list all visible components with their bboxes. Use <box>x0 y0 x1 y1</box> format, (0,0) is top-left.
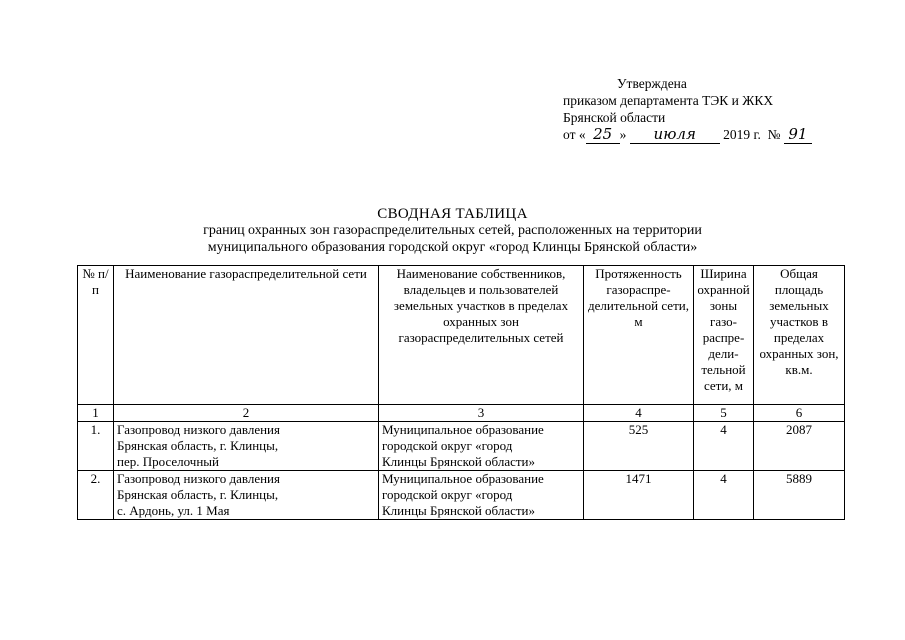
owner-line: Клинцы Брянской области» <box>382 503 536 518</box>
zone-width-cell: 4 <box>694 471 754 520</box>
owner-line: городской округ «город <box>382 438 513 453</box>
header-row <box>78 266 845 405</box>
table-row <box>78 422 845 471</box>
network-line: Газопровод низкого давления <box>117 471 280 486</box>
owner-line: Муниципальное образование <box>382 422 544 437</box>
column-index-row <box>78 405 845 422</box>
number-sign: № <box>767 127 781 142</box>
summary-table <box>77 265 845 520</box>
column-index: 2 <box>114 405 379 422</box>
approval-line-2: приказом департамента ТЭК и ЖКХ <box>563 93 774 108</box>
network-name-cell <box>114 471 379 520</box>
approval-line-1: Утверждена <box>617 76 687 91</box>
approval-line-3: Брянской области <box>563 110 666 125</box>
network-line: Брянская область, г. Клинцы, <box>117 438 279 453</box>
network-line: Газопровод низкого давления <box>117 422 280 437</box>
network-line: пер. Проселочный <box>117 454 219 469</box>
document-subtitle-2: муниципального образования городской округ «город Клинцы Брянской области» <box>207 240 698 255</box>
length-cell: 525 <box>584 422 694 471</box>
owner-cell <box>379 422 584 471</box>
zone-width-cell: 4 <box>694 422 754 471</box>
table-row <box>78 471 845 520</box>
length-cell: 1471 <box>584 471 694 520</box>
approval-block <box>563 75 812 144</box>
column-index: 3 <box>379 405 584 422</box>
header-network-name: Наименование газораспределительной сети <box>114 266 379 405</box>
row-number: 2. <box>78 471 114 520</box>
approval-date-line <box>563 126 812 144</box>
owner-line: Муниципальное образование <box>382 471 544 486</box>
header-num: № п/п <box>78 266 114 405</box>
header-owners: Наименование собственников, владельцев и пользователей земельных участков в пределах охранных зон газораспределительных сетей <box>379 266 584 405</box>
network-line: с. Ардонь, ул. 1 Мая <box>117 503 230 518</box>
date-quote-close: » <box>619 127 627 142</box>
owner-cell <box>379 471 584 520</box>
area-cell: 5889 <box>754 471 845 520</box>
column-index: 1 <box>78 405 114 422</box>
network-name-cell <box>114 422 379 471</box>
header-length: Протяженность газораспре-делительной сети, м <box>584 266 694 405</box>
network-line: Брянская область, г. Клинцы, <box>117 487 279 502</box>
handwritten-day: 25 <box>586 126 620 144</box>
date-prefix: от « <box>563 127 586 142</box>
document-subtitle-1: границ охранных зон газораспределительных сетей, расположенных на территории <box>203 223 702 238</box>
header-area: Общая площадь земельных участков в пределах охранных зон, кв.м. <box>754 266 845 405</box>
owner-line: Клинцы Брянской области» <box>382 454 536 469</box>
document-title: СВОДНАЯ ТАБЛИЦА <box>377 206 528 222</box>
column-index: 5 <box>694 405 754 422</box>
date-year: 2019 г. <box>723 127 761 142</box>
owner-line: городской округ «город <box>382 487 513 502</box>
handwritten-month: июля <box>630 126 720 144</box>
handwritten-order-number: 91 <box>784 126 812 144</box>
column-index: 4 <box>584 405 694 422</box>
row-number: 1. <box>78 422 114 471</box>
header-zone-width: Ширина охранной зоны газо-распре-дели-тельной сети, м <box>694 266 754 405</box>
area-cell: 2087 <box>754 422 845 471</box>
column-index: 6 <box>754 405 845 422</box>
